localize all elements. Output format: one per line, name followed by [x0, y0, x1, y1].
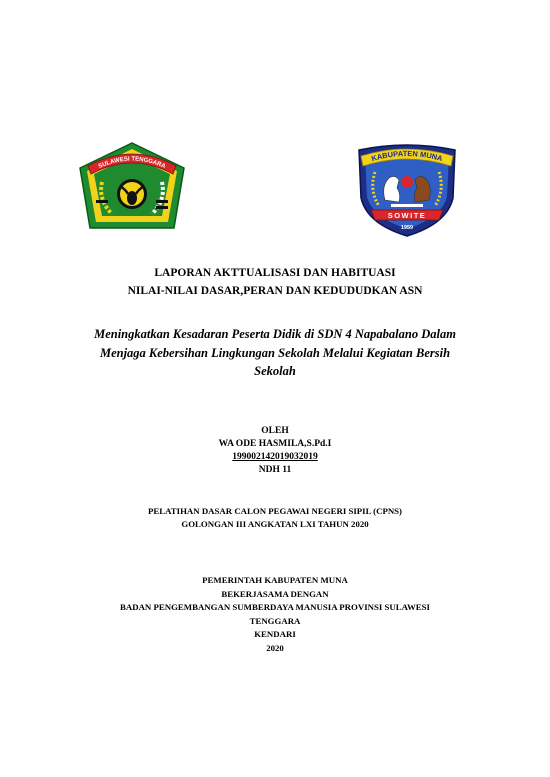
- report-title: [40, 264, 510, 300]
- report-subtitle-line-1: Meningkatkan Kesadaran Peserta Didik di SDN 4 Napabalano Dalam: [94, 327, 456, 341]
- author-ndh: NDH 11: [258, 465, 292, 475]
- gov-line-2: BEKERJASAMA DENGAN: [221, 588, 329, 599]
- report-title-line-2: NILAI-NILAI DASAR,PERAN DAN KEDUDUDKAN ASN: [127, 285, 423, 297]
- emblem-left-banner-text: SULAWESI TENGGARA: [97, 156, 167, 171]
- report-title-line-1: LAPORAN AKTTUALISASI DAN HABITUASI: [154, 267, 396, 279]
- training-block: [40, 505, 510, 531]
- emblem-right-year: 1959: [400, 225, 414, 231]
- author-nip: 199002142019032019: [232, 452, 318, 462]
- gov-line-3: BADAN PENGEMBANGAN SUMBERDAYA MANUSIA PROVINSI SULAWESI: [120, 602, 430, 612]
- training-line-1: PELATIHAN DASAR CALON PEGAWAI NEGERI SIPIL (CPNS): [147, 506, 402, 516]
- author-name: WA ODE HASMILA,S.Pd.I: [218, 439, 332, 449]
- emblem-right-bottom-text: SOWITE: [387, 211, 427, 220]
- report-subtitle-line-2: Menjaga Kebersihan Lingkungan Sekolah Melalui Kegiatan Bersih: [99, 345, 451, 360]
- gov-line-1: PEMERINTAH KABUPATEN MUNA: [202, 575, 348, 585]
- sulawesi-tenggara-emblem: [76, 140, 188, 232]
- author-by-label: OLEH: [261, 426, 289, 436]
- emblem-right-top-text: KABUPATEN MUNA: [370, 148, 444, 164]
- report-subtitle-line-3: Sekolah: [254, 364, 296, 378]
- gov-line-4: TENGGARA: [249, 615, 301, 626]
- gov-line-6: 2020: [266, 642, 284, 653]
- training-line-2: GOLONGAN III ANGKATAN LXI TAHUN 2020: [181, 519, 369, 529]
- gov-line-5: KENDARI: [254, 629, 296, 639]
- author-block: [40, 425, 510, 477]
- kabupaten-muna-emblem: [355, 142, 459, 238]
- government-block: [40, 574, 510, 655]
- report-subtitle: [40, 325, 510, 381]
